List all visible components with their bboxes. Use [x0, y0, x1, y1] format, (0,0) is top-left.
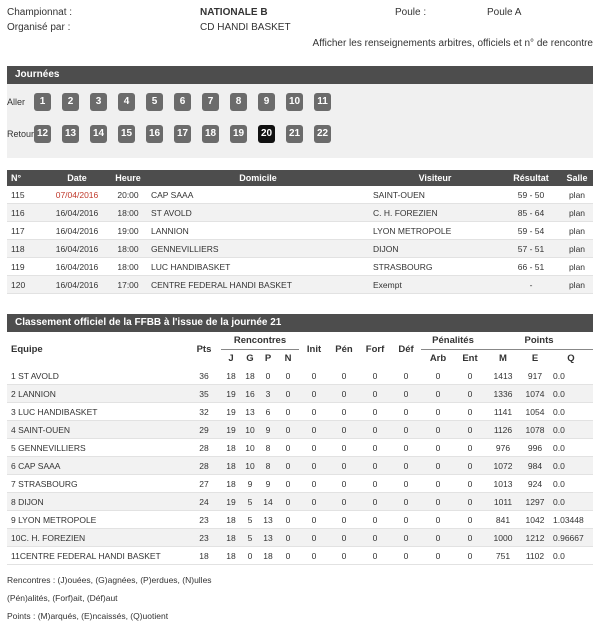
- classement-ent: 0: [455, 385, 485, 403]
- col-equipe: Equipe: [11, 344, 43, 355]
- match-num: 116: [7, 204, 45, 222]
- classement-equipe: 9 LYON METROPOLE: [7, 511, 187, 529]
- classement-equipe: 4 SAINT-OUEN: [7, 421, 187, 439]
- classement-row: [7, 403, 593, 421]
- col-pen: Pén: [335, 344, 353, 355]
- classement-g: 13: [241, 403, 259, 421]
- classement-j: 18: [221, 439, 241, 457]
- classement-pen: 0: [329, 439, 359, 457]
- classement-j: 19: [221, 493, 241, 511]
- classement-ent: 0: [455, 511, 485, 529]
- classement-m: 841: [485, 511, 521, 529]
- classement-e: 1042: [521, 511, 549, 529]
- journee-button-9[interactable]: 9: [258, 93, 275, 111]
- organise-value: CD HANDI BASKET: [200, 22, 291, 33]
- col-forf: Forf: [365, 344, 385, 355]
- col-visiteur: Visiteur: [369, 170, 501, 186]
- classement-e: 1102: [521, 547, 549, 565]
- retour-row: [7, 125, 593, 145]
- classement-e: 924: [521, 475, 549, 493]
- match-num: 117: [7, 222, 45, 240]
- col-domicile: Domicile: [147, 170, 369, 186]
- classement-pen: 0: [329, 547, 359, 565]
- legend-points: Points : (M)arqués, (E)ncaissés, (Q)uotient: [7, 611, 169, 621]
- competition-info: [7, 7, 593, 51]
- classement-g: 9: [241, 475, 259, 493]
- col-p: P: [264, 353, 272, 364]
- classement-q: 0.0: [549, 367, 593, 385]
- legend-rencontres: Rencontres : (J)ouées, (G)agnées, (P)erdues, (N)ulles: [7, 575, 212, 585]
- classement-m: 976: [485, 439, 521, 457]
- journee-button-20[interactable]: 20: [258, 125, 275, 143]
- classement-p: 8: [259, 457, 277, 475]
- classement-q: 0.0: [549, 421, 593, 439]
- classement-j: 18: [221, 475, 241, 493]
- afficher-renseignements-link[interactable]: Afficher les renseignements arbitres, officiels et n° de rencontre: [312, 38, 593, 49]
- classement-row: [7, 385, 593, 403]
- match-date: 16/04/2016: [45, 258, 109, 276]
- classement-forf: 0: [359, 529, 391, 547]
- classement-e: 996: [521, 439, 549, 457]
- classement-e: 984: [521, 457, 549, 475]
- classement-n: 0: [277, 529, 299, 547]
- match-domicile: GENNEVILLIERS: [147, 240, 369, 258]
- classement-m: 751: [485, 547, 521, 565]
- classement-ent: 0: [455, 493, 485, 511]
- classement-ent: 0: [455, 439, 485, 457]
- classement-pen: 0: [329, 421, 359, 439]
- classement-pen: 0: [329, 385, 359, 403]
- col-penalites: Pénalités: [421, 332, 485, 350]
- match-salle-link[interactable]: plan: [561, 186, 593, 204]
- classement-forf: 0: [359, 457, 391, 475]
- col-def: Déf: [398, 344, 414, 355]
- classement-row: [7, 493, 593, 511]
- classement-def: 0: [391, 547, 421, 565]
- classement-p: 18: [259, 547, 277, 565]
- classement-e: 917: [521, 367, 549, 385]
- classement-e: 1074: [521, 385, 549, 403]
- classement-row: [7, 457, 593, 475]
- classement-arb: 0: [421, 493, 455, 511]
- aller-row: [7, 93, 593, 113]
- match-num: 115: [7, 186, 45, 204]
- col-j: J: [228, 353, 234, 364]
- classement-q: 0.0: [549, 403, 593, 421]
- match-heure: 18:00: [109, 258, 147, 276]
- classement-equipe: 6 CAP SAAA: [7, 457, 187, 475]
- classement-ent: 0: [455, 367, 485, 385]
- classement-equipe: 8 DIJON: [7, 493, 187, 511]
- journee-button-8[interactable]: 8: [230, 93, 247, 111]
- match-row: [7, 222, 593, 240]
- journee-button-2[interactable]: 2: [62, 93, 79, 111]
- match-heure: 18:00: [109, 240, 147, 258]
- classement-j: 18: [221, 457, 241, 475]
- classement-init: 0: [299, 475, 329, 493]
- classement-header-row: [7, 332, 593, 350]
- retour-label: Retour: [7, 129, 35, 139]
- classement-n: 0: [277, 439, 299, 457]
- classement-row: [7, 511, 593, 529]
- classement-init: 0: [299, 439, 329, 457]
- classement-p: 14: [259, 493, 277, 511]
- journee-button-21[interactable]: 21: [286, 125, 303, 143]
- classement-ent: 0: [455, 475, 485, 493]
- classement-pts: 36: [187, 367, 221, 385]
- classement-init: 0: [299, 403, 329, 421]
- classement-q: 0.0: [549, 475, 593, 493]
- classement-arb: 0: [421, 367, 455, 385]
- col-date: Date: [45, 170, 109, 186]
- classement-arb: 0: [421, 385, 455, 403]
- match-heure: 17:00: [109, 276, 147, 294]
- journee-button-17[interactable]: 17: [174, 125, 191, 143]
- classement-g: 0: [241, 547, 259, 565]
- classement-ent: 0: [455, 457, 485, 475]
- classement-j: 18: [221, 547, 241, 565]
- aller-label: Aller: [7, 97, 26, 107]
- classement-equipe: 7 STRASBOURG: [7, 475, 187, 493]
- organise-label: Organisé par :: [7, 22, 71, 33]
- classement-j: 19: [221, 421, 241, 439]
- classement-def: 0: [391, 457, 421, 475]
- classement-row: [7, 439, 593, 457]
- match-heure: 20:00: [109, 186, 147, 204]
- classement-m: 1126: [485, 421, 521, 439]
- classement-p: 13: [259, 529, 277, 547]
- match-resultat: 85 - 64: [501, 204, 561, 222]
- classement-init: 0: [299, 547, 329, 565]
- classement-pts: 18: [187, 547, 221, 565]
- classement-p: 9: [259, 475, 277, 493]
- match-num: 120: [7, 276, 45, 294]
- col-g: G: [246, 353, 254, 364]
- classement-m: 1141: [485, 403, 521, 421]
- match-salle-link[interactable]: plan: [561, 222, 593, 240]
- col-arb: Arb: [429, 353, 447, 364]
- journee-button-12[interactable]: 12: [34, 125, 51, 143]
- classement-e: 1054: [521, 403, 549, 421]
- col-num: N°: [7, 170, 45, 186]
- journee-button-13[interactable]: 13: [62, 125, 79, 143]
- classement-g: 10: [241, 439, 259, 457]
- classement-init: 0: [299, 367, 329, 385]
- classement-forf: 0: [359, 475, 391, 493]
- journee-button-19[interactable]: 19: [230, 125, 247, 143]
- match-row: [7, 204, 593, 222]
- classement-pts: 23: [187, 529, 221, 547]
- classement-e: 1078: [521, 421, 549, 439]
- col-init: Init: [306, 344, 322, 355]
- classement-p: 9: [259, 421, 277, 439]
- classement-pen: 0: [329, 529, 359, 547]
- classement-pts: 23: [187, 511, 221, 529]
- match-date: 16/04/2016: [45, 276, 109, 294]
- journee-button-3[interactable]: 3: [90, 93, 107, 111]
- classement-q: 0.0: [549, 439, 593, 457]
- classement-equipe: 11CENTRE FEDERAL HANDI BASKET: [7, 547, 187, 565]
- classement-pts: 32: [187, 403, 221, 421]
- classement-def: 0: [391, 403, 421, 421]
- classement-e: 1297: [521, 493, 549, 511]
- match-row: [7, 240, 593, 258]
- classement-j: 18: [221, 529, 241, 547]
- match-num: 119: [7, 258, 45, 276]
- classement-row: [7, 367, 593, 385]
- classement-pen: 0: [329, 475, 359, 493]
- classement-forf: 0: [359, 547, 391, 565]
- journee-button-6[interactable]: 6: [174, 93, 191, 111]
- match-salle-link[interactable]: plan: [561, 258, 593, 276]
- col-pts: Pts: [196, 344, 212, 355]
- classement-arb: 0: [421, 403, 455, 421]
- matches-table-panel: [7, 170, 593, 294]
- classement-row: [7, 547, 593, 565]
- classement-g: 10: [241, 457, 259, 475]
- classement-def: 0: [391, 475, 421, 493]
- journee-button-4[interactable]: 4: [118, 93, 135, 111]
- col-m: M: [499, 353, 507, 364]
- classement-j: 18: [221, 367, 241, 385]
- classement-pen: 0: [329, 493, 359, 511]
- classement-p: 6: [259, 403, 277, 421]
- matches-table: [7, 170, 593, 294]
- classement-ent: 0: [455, 421, 485, 439]
- classement-q: 0.0: [549, 493, 593, 511]
- classement-n: 0: [277, 457, 299, 475]
- classement-m: 1000: [485, 529, 521, 547]
- classement-n: 0: [277, 367, 299, 385]
- classement-def: 0: [391, 529, 421, 547]
- classement-j: 19: [221, 403, 241, 421]
- classement-table: [7, 332, 593, 565]
- match-resultat: 59 - 54: [501, 222, 561, 240]
- match-heure: 19:00: [109, 222, 147, 240]
- col-heure: Heure: [109, 170, 147, 186]
- journees-title: Journées: [7, 66, 593, 84]
- match-visiteur: SAINT-OUEN: [369, 186, 501, 204]
- classement-equipe: 1 ST AVOLD: [7, 367, 187, 385]
- classement-pen: 0: [329, 367, 359, 385]
- col-n: N: [284, 353, 292, 364]
- classement-n: 0: [277, 493, 299, 511]
- classement-equipe: 2 LANNION: [7, 385, 187, 403]
- classement-pen: 0: [329, 403, 359, 421]
- classement-forf: 0: [359, 421, 391, 439]
- col-q: Q: [567, 353, 575, 364]
- classement-equipe: 10C. H. FOREZIEN: [7, 529, 187, 547]
- match-domicile: LANNION: [147, 222, 369, 240]
- classement-pen: 0: [329, 511, 359, 529]
- classement-n: 0: [277, 385, 299, 403]
- classement-q: 0.96667: [549, 529, 593, 547]
- classement-pts: 28: [187, 439, 221, 457]
- match-row: [7, 258, 593, 276]
- classement-def: 0: [391, 367, 421, 385]
- classement-g: 10: [241, 421, 259, 439]
- match-domicile: LUC HANDIBASKET: [147, 258, 369, 276]
- classement-def: 0: [391, 493, 421, 511]
- classement-m: 1336: [485, 385, 521, 403]
- match-visiteur: STRASBOURG: [369, 258, 501, 276]
- col-points: Points: [485, 332, 593, 350]
- classement-pts: 24: [187, 493, 221, 511]
- col-e: E: [531, 353, 539, 364]
- classement-n: 0: [277, 547, 299, 565]
- match-visiteur: DIJON: [369, 240, 501, 258]
- classement-arb: 0: [421, 457, 455, 475]
- classement-forf: 0: [359, 439, 391, 457]
- classement-e: 1212: [521, 529, 549, 547]
- match-salle-link[interactable]: plan: [561, 204, 593, 222]
- match-salle-link[interactable]: plan: [561, 240, 593, 258]
- col-resultat: Résultat: [501, 170, 561, 186]
- classement-pts: 28: [187, 457, 221, 475]
- classement-m: 1013: [485, 475, 521, 493]
- championnat-value: NATIONALE B: [200, 7, 268, 18]
- journee-button-18[interactable]: 18: [202, 125, 219, 143]
- journee-button-7[interactable]: 7: [202, 93, 219, 111]
- classement-pen: 0: [329, 457, 359, 475]
- classement-def: 0: [391, 439, 421, 457]
- classement-arb: 0: [421, 529, 455, 547]
- classement-n: 0: [277, 511, 299, 529]
- match-resultat: 66 - 51: [501, 258, 561, 276]
- classement-ent: 0: [455, 529, 485, 547]
- classement-title: Classement officiel de la FFBB à l'issue de la journée 21: [7, 314, 593, 332]
- classement-arb: 0: [421, 475, 455, 493]
- classement-n: 0: [277, 475, 299, 493]
- classement-pts: 35: [187, 385, 221, 403]
- classement-n: 0: [277, 421, 299, 439]
- match-domicile: CAP SAAA: [147, 186, 369, 204]
- col-ent: Ent: [462, 353, 478, 364]
- classement-forf: 0: [359, 511, 391, 529]
- classement-ent: 0: [455, 403, 485, 421]
- poule-label: Poule :: [395, 7, 427, 18]
- classement-q: 0.0: [549, 457, 593, 475]
- journee-button-10[interactable]: 10: [286, 93, 303, 111]
- match-date: 07/04/2016: [45, 186, 109, 204]
- classement-m: 1413: [485, 367, 521, 385]
- classement-def: 0: [391, 385, 421, 403]
- classement-g: 5: [241, 529, 259, 547]
- journee-button-16[interactable]: 16: [146, 125, 163, 143]
- journee-button-11[interactable]: 11: [314, 93, 331, 111]
- classement-ent: 0: [455, 547, 485, 565]
- match-resultat: 57 - 51: [501, 240, 561, 258]
- col-rencontres: Rencontres: [221, 332, 299, 350]
- classement-arb: 0: [421, 439, 455, 457]
- classement-row: [7, 475, 593, 493]
- match-domicile: ST AVOLD: [147, 204, 369, 222]
- classement-forf: 0: [359, 385, 391, 403]
- match-num: 118: [7, 240, 45, 258]
- classement-row: [7, 529, 593, 547]
- classement-g: 5: [241, 511, 259, 529]
- classement-p: 8: [259, 439, 277, 457]
- journees-panel: [7, 66, 593, 158]
- classement-arb: 0: [421, 421, 455, 439]
- classement-q: 0.0: [549, 547, 593, 565]
- classement-pts: 29: [187, 421, 221, 439]
- match-salle-link[interactable]: plan: [561, 276, 593, 294]
- match-date: 16/04/2016: [45, 222, 109, 240]
- col-salle: Salle: [561, 170, 593, 186]
- classement-g: 16: [241, 385, 259, 403]
- classement-equipe: 5 GENNEVILLIERS: [7, 439, 187, 457]
- classement-p: 0: [259, 367, 277, 385]
- championnat-label: Championnat :: [7, 7, 73, 18]
- classement-q: 0.0: [549, 385, 593, 403]
- match-resultat: 59 - 50: [501, 186, 561, 204]
- match-date: 16/04/2016: [45, 240, 109, 258]
- classement-m: 1011: [485, 493, 521, 511]
- match-row: [7, 186, 593, 204]
- classement-init: 0: [299, 385, 329, 403]
- match-domicile: CENTRE FEDERAL HANDI BASKET: [147, 276, 369, 294]
- classement-init: 0: [299, 511, 329, 529]
- classement-q: 1.03448: [549, 511, 593, 529]
- match-row: [7, 276, 593, 294]
- poule-value: Poule A: [487, 7, 522, 18]
- classement-n: 0: [277, 403, 299, 421]
- match-visiteur: LYON METROPOLE: [369, 222, 501, 240]
- classement-panel: [7, 314, 593, 565]
- classement-j: 18: [221, 511, 241, 529]
- classement-forf: 0: [359, 493, 391, 511]
- classement-arb: 0: [421, 547, 455, 565]
- classement-m: 1072: [485, 457, 521, 475]
- classement-def: 0: [391, 511, 421, 529]
- classement-j: 19: [221, 385, 241, 403]
- classement-forf: 0: [359, 403, 391, 421]
- classement-pts: 27: [187, 475, 221, 493]
- classement-init: 0: [299, 457, 329, 475]
- classement-def: 0: [391, 421, 421, 439]
- classement-row: [7, 421, 593, 439]
- match-heure: 18:00: [109, 204, 147, 222]
- match-date: 16/04/2016: [45, 204, 109, 222]
- classement-init: 0: [299, 421, 329, 439]
- classement-init: 0: [299, 493, 329, 511]
- journee-button-15[interactable]: 15: [118, 125, 135, 143]
- journee-button-5[interactable]: 5: [146, 93, 163, 111]
- classement-init: 0: [299, 529, 329, 547]
- classement-arb: 0: [421, 511, 455, 529]
- classement-equipe: 3 LUC HANDIBASKET: [7, 403, 187, 421]
- classement-p: 13: [259, 511, 277, 529]
- match-visiteur: C. H. FOREZIEN: [369, 204, 501, 222]
- classement-g: 18: [241, 367, 259, 385]
- matches-header-row: [7, 170, 593, 186]
- journee-button-14[interactable]: 14: [90, 125, 107, 143]
- match-visiteur: Exempt: [369, 276, 501, 294]
- classement-forf: 0: [359, 367, 391, 385]
- journee-button-1[interactable]: 1: [34, 93, 51, 111]
- journee-button-22[interactable]: 22: [314, 125, 331, 143]
- classement-g: 5: [241, 493, 259, 511]
- legend-penalites: (Pén)alités, (Forf)ait, (Déf)aut: [7, 593, 118, 603]
- match-resultat: -: [501, 276, 561, 294]
- classement-p: 3: [259, 385, 277, 403]
